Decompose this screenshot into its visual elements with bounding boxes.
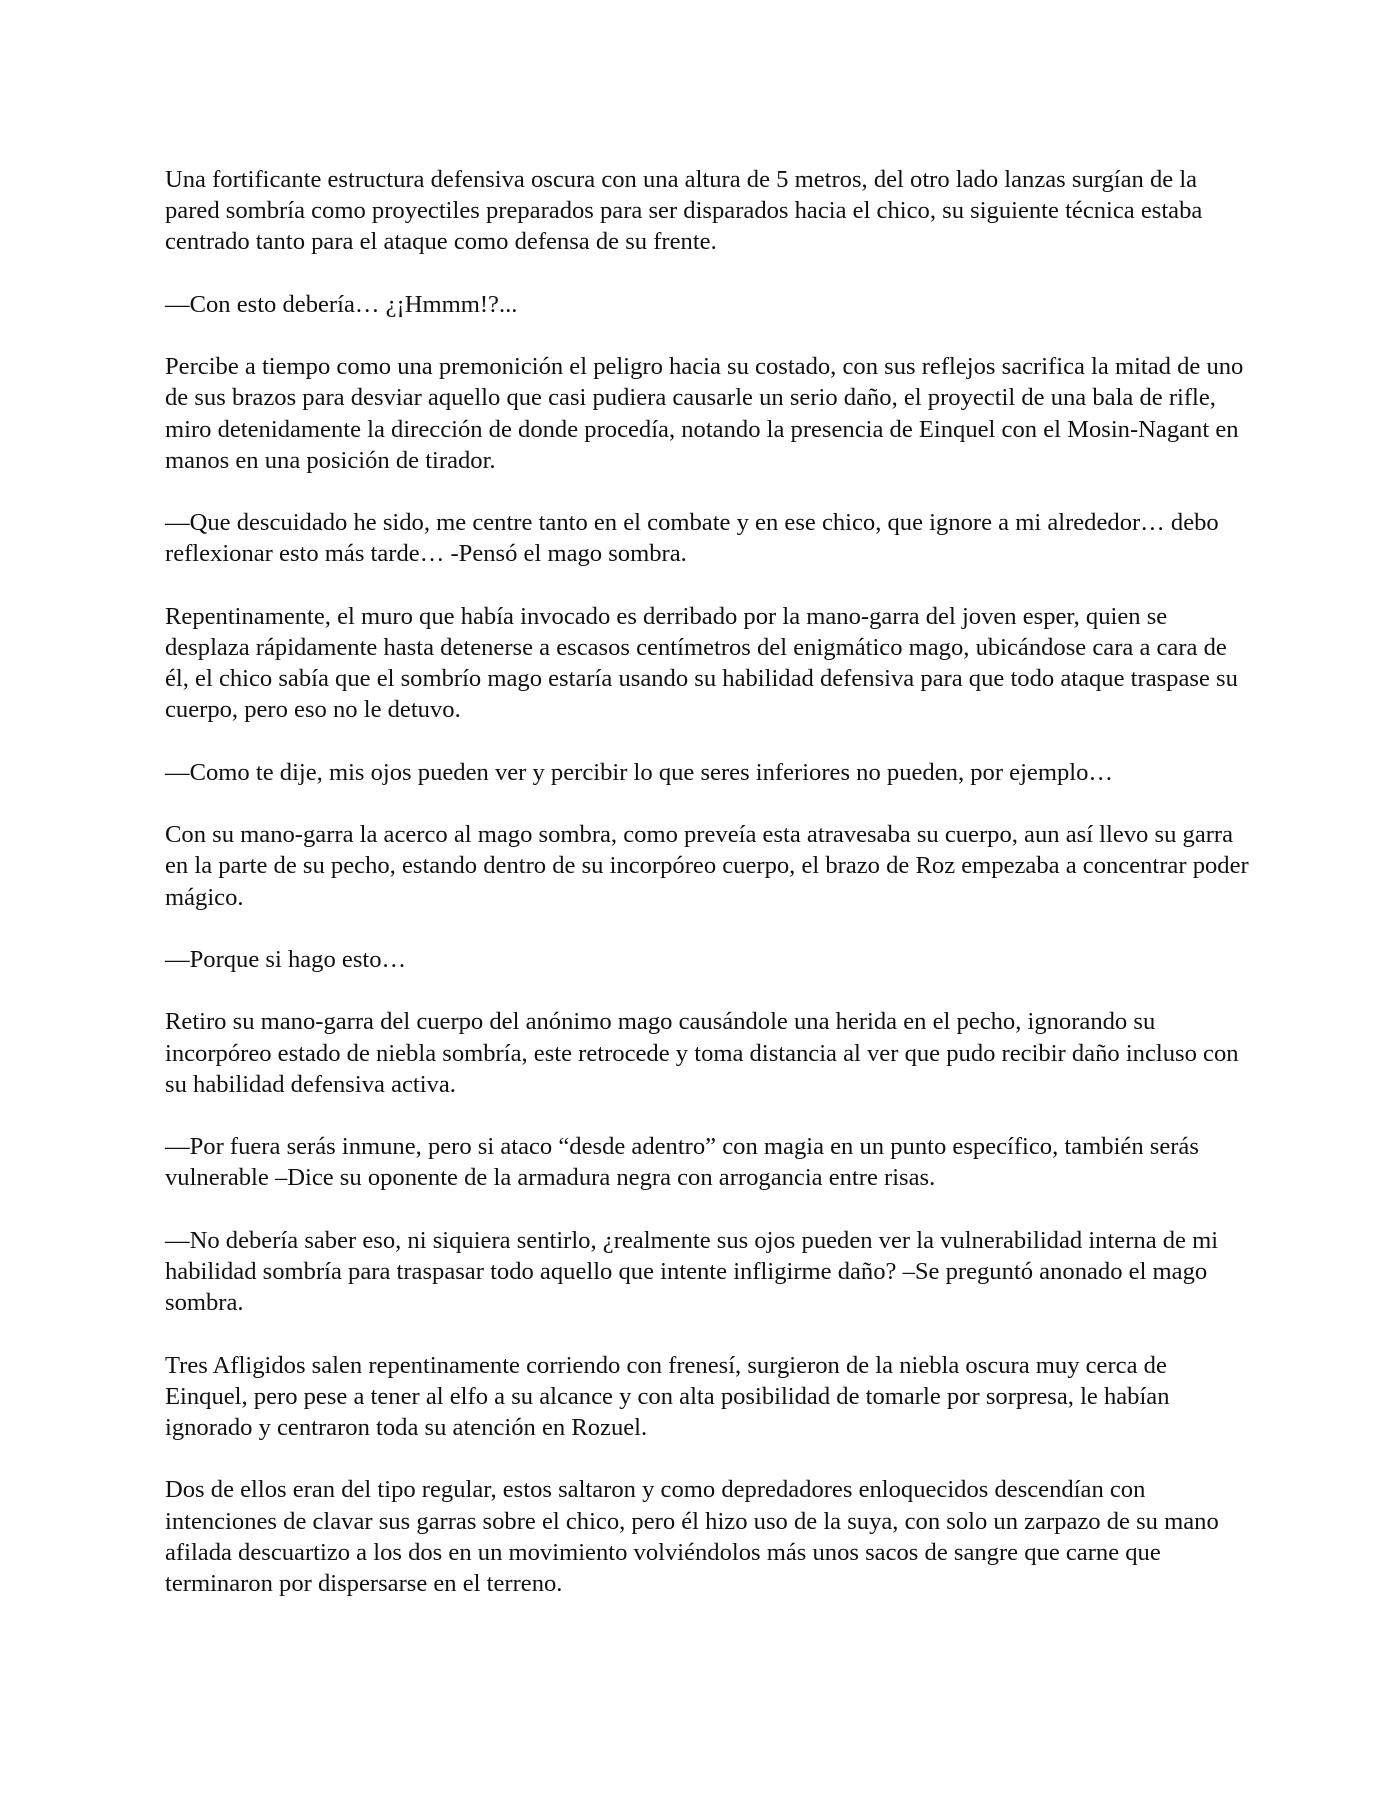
paragraph: Una fortificante estructura defensiva oscura con una altura de 5 metros, del otro lado lanzas surgían de la pared sombría como proyectiles preparados para ser disparados hacia el chico, su siguiente técnica estaba centrado tanto para el ataque como defensa de su frente. bbox=[165, 166, 1203, 256]
paragraph: —Que descuidado he sido, me centre tanto en el combate y en ese chico, que ignore a mi alrededor… debo reflexionar esto más tarde… -Pensó el mago sombra. bbox=[165, 509, 1219, 568]
paragraph: Repentinamente, el muro que había invocado es derribado por la mano-garra del joven esper, quien se desplaza rápidamente hasta detenerse a escasos centímetros del enigmático mago, ubicándose cara a cara de él, el chico sabía que el sombrío mago estaría usando su habilidad defensiva para que todo ataque traspase su cuerpo, pero eso no le detuvo. bbox=[165, 602, 1238, 724]
paragraph: Con su mano-garra la acerco al mago sombra, como preveía esta atravesaba su cuerpo, aun así llevo su garra en la parte de su pecho, estando dentro de su incorpóreo cuerpo, el brazo de Roz empezaba a concentrar poder mágico. bbox=[165, 821, 1249, 911]
paragraph: Dos de ellos eran del tipo regular, estos saltaron y como depredadores enloquecidos descendían con intenciones de clavar sus garras sobre el chico, pero él hizo uso de la suya, con solo un zarpazo de su mano afilada descuartizo a los dos en un movimiento volviéndolos más unos sacos de sangre que carne que terminaron por dispersarse en el terreno. bbox=[165, 1476, 1219, 1597]
paragraph: Percibe a tiempo como una premonición el peligro hacia su costado, con sus reflejos sacrifica la mitad de uno de sus brazos para desviar aquello que casi pudiera causarle un serio daño, el proyectil de una bala de rifle, miro detenidamente la dirección de donde procedía, notando la presencia de Einquel con el Mosin-Nagant en manos en una posición de tirador. bbox=[165, 353, 1244, 474]
document-body bbox=[165, 164, 1255, 1599]
paragraph: —No debería saber eso, ni siquiera sentirlo, ¿realmente sus ojos pueden ver la vulnerabilidad interna de mi habilidad sombría para traspasar todo aquello que intente infligirme daño? –Se preguntó anonado el mago sombra. bbox=[165, 1226, 1219, 1317]
paragraph: —Porque si hago esto… bbox=[165, 945, 407, 973]
paragraph: —Como te dije, mis ojos pueden ver y percibir lo que seres inferiores no pueden, por ejemplo… bbox=[165, 758, 1113, 786]
paragraph: Retiro su mano-garra del cuerpo del anónimo mago causándole una herida en el pecho, ignorando su incorpóreo estado de niebla sombría, este retrocede y toma distancia al ver que pudo recibir daño incluso con su habilidad defensiva activa. bbox=[165, 1008, 1239, 1098]
paragraph: —Con esto debería… ¿¡Hmmm!?... bbox=[165, 290, 518, 318]
paragraph: Tres Afligidos salen repentinamente corriendo con frenesí, surgieron de la niebla oscura muy cerca de Einquel, pero pese a tener al elfo a su alcance y con alta posibilidad de tomarle por sorpresa, le habían ignorado y centraron toda su atención en Rozuel. bbox=[165, 1351, 1170, 1441]
paragraph: —Por fuera serás inmune, pero si ataco “desde adentro” con magia en un punto específico, también serás vulnerable –Dice su oponente de la armadura negra con arrogancia entre risas. bbox=[165, 1133, 1199, 1192]
